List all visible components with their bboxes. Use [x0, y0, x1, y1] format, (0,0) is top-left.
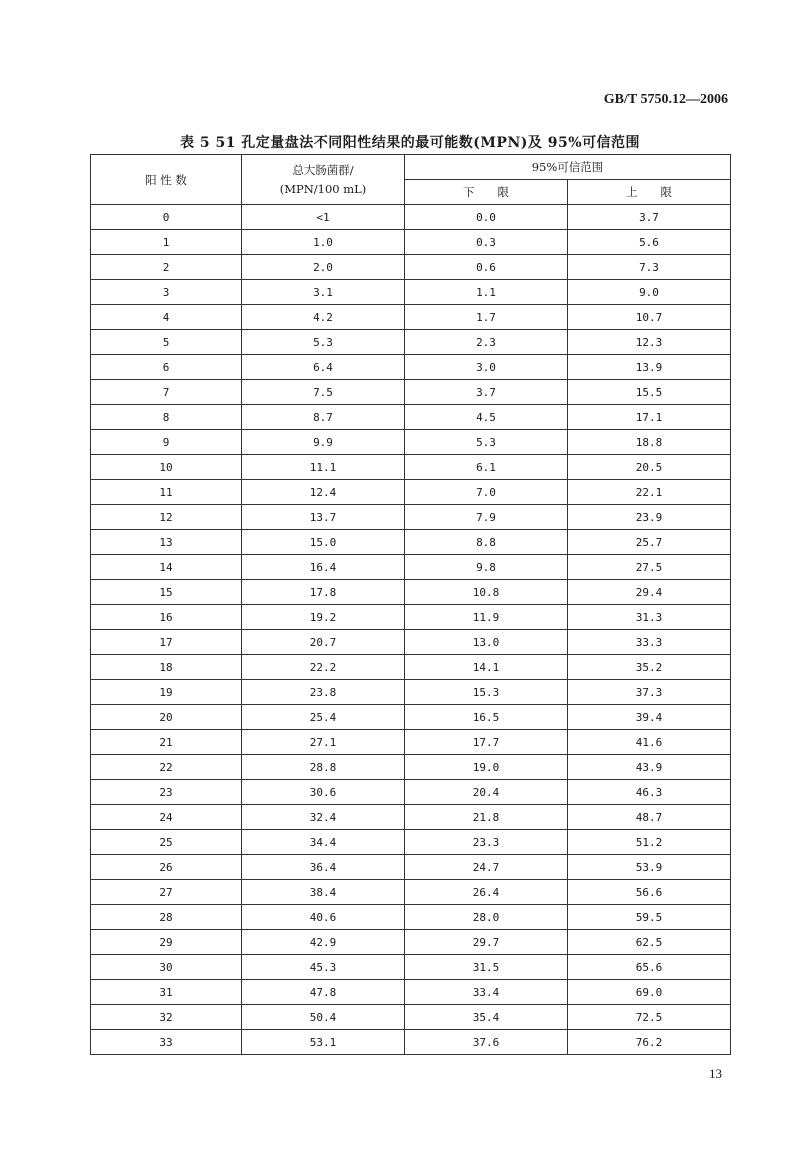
cell-mpn: 1.0 [242, 230, 405, 255]
cell-lower-limit: 23.3 [405, 830, 568, 855]
cell-mpn: 17.8 [242, 580, 405, 605]
header-mpn-line1: 总大肠菌群/ [292, 162, 354, 177]
cell-upper-limit: 37.3 [568, 680, 731, 705]
table-row [91, 905, 731, 930]
cell-upper-limit: 10.7 [568, 305, 731, 330]
table-row [91, 205, 731, 230]
table-row [91, 430, 731, 455]
cell-lower-limit: 19.0 [405, 755, 568, 780]
cell-upper-limit: 13.9 [568, 355, 731, 380]
table-row [91, 355, 731, 380]
cell-mpn: 36.4 [242, 855, 405, 880]
cell-upper-limit: 22.1 [568, 480, 731, 505]
cell-mpn: 50.4 [242, 1005, 405, 1030]
header-positive-count: 阳 性 数 [91, 155, 242, 205]
cell-lower-limit: 14.1 [405, 655, 568, 680]
cell-lower-limit: 35.4 [405, 1005, 568, 1030]
cell-upper-limit: 46.3 [568, 780, 731, 805]
cell-positive-count: 9 [91, 430, 242, 455]
cell-positive-count: 7 [91, 380, 242, 405]
cell-upper-limit: 48.7 [568, 805, 731, 830]
cell-positive-count: 21 [91, 730, 242, 755]
table-row [91, 630, 731, 655]
cell-upper-limit: 29.4 [568, 580, 731, 605]
cell-lower-limit: 9.8 [405, 555, 568, 580]
cell-lower-limit: 21.8 [405, 805, 568, 830]
table-row [91, 980, 731, 1005]
cell-lower-limit: 33.4 [405, 980, 568, 1005]
cell-positive-count: 16 [91, 605, 242, 630]
table-row [91, 755, 731, 780]
table-row [91, 580, 731, 605]
cell-upper-limit: 35.2 [568, 655, 731, 680]
cell-positive-count: 29 [91, 930, 242, 955]
cell-mpn: 27.1 [242, 730, 405, 755]
cell-positive-count: 19 [91, 680, 242, 705]
cell-mpn: 19.2 [242, 605, 405, 630]
cell-upper-limit: 7.3 [568, 255, 731, 280]
cell-positive-count: 33 [91, 1030, 242, 1055]
table-row [91, 805, 731, 830]
cell-positive-count: 32 [91, 1005, 242, 1030]
cell-mpn: 13.7 [242, 505, 405, 530]
header-mpn-line2: (MPN/100 mL) [279, 181, 367, 196]
cell-lower-limit: 26.4 [405, 880, 568, 905]
cell-lower-limit: 8.8 [405, 530, 568, 555]
cell-mpn: 4.2 [242, 305, 405, 330]
cell-positive-count: 25 [91, 830, 242, 855]
cell-lower-limit: 10.8 [405, 580, 568, 605]
header-mpn [242, 155, 405, 205]
cell-lower-limit: 16.5 [405, 705, 568, 730]
table-row [91, 880, 731, 905]
cell-positive-count: 3 [91, 280, 242, 305]
table-row [91, 930, 731, 955]
cell-mpn: 28.8 [242, 755, 405, 780]
cell-mpn: 12.4 [242, 480, 405, 505]
cell-lower-limit: 17.7 [405, 730, 568, 755]
table-row [91, 780, 731, 805]
cell-lower-limit: 7.9 [405, 505, 568, 530]
cell-mpn: 45.3 [242, 955, 405, 980]
cell-upper-limit: 9.0 [568, 280, 731, 305]
table-row [91, 705, 731, 730]
cell-mpn: 2.0 [242, 255, 405, 280]
table-row [91, 555, 731, 580]
cell-upper-limit: 25.7 [568, 530, 731, 555]
table-row [91, 655, 731, 680]
cell-upper-limit: 43.9 [568, 755, 731, 780]
cell-positive-count: 17 [91, 630, 242, 655]
cell-positive-count: 22 [91, 755, 242, 780]
cell-lower-limit: 7.0 [405, 480, 568, 505]
cell-positive-count: 1 [91, 230, 242, 255]
cell-mpn: 9.9 [242, 430, 405, 455]
cell-lower-limit: 13.0 [405, 630, 568, 655]
cell-upper-limit: 12.3 [568, 330, 731, 355]
cell-mpn: 53.1 [242, 1030, 405, 1055]
cell-mpn: 23.8 [242, 680, 405, 705]
cell-lower-limit: 1.7 [405, 305, 568, 330]
cell-mpn: 22.2 [242, 655, 405, 680]
cell-positive-count: 6 [91, 355, 242, 380]
cell-lower-limit: 3.7 [405, 380, 568, 405]
cell-upper-limit: 76.2 [568, 1030, 731, 1055]
header-upper-limit: 上 限 [568, 180, 731, 205]
cell-positive-count: 26 [91, 855, 242, 880]
table-row [91, 680, 731, 705]
cell-lower-limit: 3.0 [405, 355, 568, 380]
cell-positive-count: 24 [91, 805, 242, 830]
cell-lower-limit: 4.5 [405, 405, 568, 430]
table-row [91, 330, 731, 355]
cell-mpn: 34.4 [242, 830, 405, 855]
cell-lower-limit: 28.0 [405, 905, 568, 930]
cell-positive-count: 10 [91, 455, 242, 480]
cell-lower-limit: 37.6 [405, 1030, 568, 1055]
table-row [91, 405, 731, 430]
cell-positive-count: 28 [91, 905, 242, 930]
cell-upper-limit: 59.5 [568, 905, 731, 930]
cell-positive-count: 27 [91, 880, 242, 905]
cell-upper-limit: 51.2 [568, 830, 731, 855]
table-row [91, 955, 731, 980]
cell-mpn: 7.5 [242, 380, 405, 405]
cell-mpn: 3.1 [242, 280, 405, 305]
cell-positive-count: 31 [91, 980, 242, 1005]
cell-mpn: 16.4 [242, 555, 405, 580]
cell-lower-limit: 11.9 [405, 605, 568, 630]
cell-lower-limit: 5.3 [405, 430, 568, 455]
cell-positive-count: 20 [91, 705, 242, 730]
cell-upper-limit: 62.5 [568, 930, 731, 955]
cell-lower-limit: 15.3 [405, 680, 568, 705]
cell-lower-limit: 20.4 [405, 780, 568, 805]
cell-positive-count: 8 [91, 405, 242, 430]
table-row [91, 480, 731, 505]
cell-positive-count: 5 [91, 330, 242, 355]
table-row [91, 730, 731, 755]
cell-upper-limit: 18.8 [568, 430, 731, 455]
cell-upper-limit: 69.0 [568, 980, 731, 1005]
page-number: 13 [709, 1066, 722, 1081]
cell-upper-limit: 27.5 [568, 555, 731, 580]
cell-mpn: 6.4 [242, 355, 405, 380]
header-confidence-range: 95%可信范围 [405, 155, 731, 180]
cell-mpn: 47.8 [242, 980, 405, 1005]
cell-positive-count: 23 [91, 780, 242, 805]
cell-mpn: 20.7 [242, 630, 405, 655]
cell-mpn: 42.9 [242, 930, 405, 955]
cell-positive-count: 14 [91, 555, 242, 580]
cell-lower-limit: 0.3 [405, 230, 568, 255]
cell-positive-count: 13 [91, 530, 242, 555]
cell-mpn: 40.6 [242, 905, 405, 930]
table-row [91, 830, 731, 855]
cell-lower-limit: 0.0 [405, 205, 568, 230]
cell-lower-limit: 0.6 [405, 255, 568, 280]
table-body [91, 205, 731, 1055]
cell-mpn: 5.3 [242, 330, 405, 355]
table-row [91, 280, 731, 305]
cell-lower-limit: 1.1 [405, 280, 568, 305]
cell-positive-count: 30 [91, 955, 242, 980]
table-row [91, 455, 731, 480]
cell-positive-count: 12 [91, 505, 242, 530]
cell-mpn: 30.6 [242, 780, 405, 805]
table-row [91, 255, 731, 280]
cell-upper-limit: 5.6 [568, 230, 731, 255]
cell-positive-count: 4 [91, 305, 242, 330]
cell-lower-limit: 29.7 [405, 930, 568, 955]
cell-mpn: 8.7 [242, 405, 405, 430]
cell-upper-limit: 39.4 [568, 705, 731, 730]
cell-lower-limit: 31.5 [405, 955, 568, 980]
cell-lower-limit: 6.1 [405, 455, 568, 480]
cell-upper-limit: 41.6 [568, 730, 731, 755]
mpn-table [90, 154, 731, 1055]
cell-upper-limit: 33.3 [568, 630, 731, 655]
table-row [91, 1005, 731, 1030]
cell-lower-limit: 24.7 [405, 855, 568, 880]
table-row [91, 1030, 731, 1055]
cell-upper-limit: 15.5 [568, 380, 731, 405]
cell-mpn: 15.0 [242, 530, 405, 555]
table-row [91, 605, 731, 630]
table-row [91, 505, 731, 530]
cell-upper-limit: 65.6 [568, 955, 731, 980]
table-row [91, 855, 731, 880]
cell-upper-limit: 20.5 [568, 455, 731, 480]
cell-lower-limit: 2.3 [405, 330, 568, 355]
standard-code: GB/T 5750.12—2006 [603, 92, 728, 107]
cell-mpn: 11.1 [242, 455, 405, 480]
cell-positive-count: 0 [91, 205, 242, 230]
cell-positive-count: 18 [91, 655, 242, 680]
cell-mpn: 38.4 [242, 880, 405, 905]
cell-upper-limit: 17.1 [568, 405, 731, 430]
cell-mpn: <1 [242, 205, 405, 230]
cell-upper-limit: 3.7 [568, 205, 731, 230]
cell-upper-limit: 31.3 [568, 605, 731, 630]
cell-mpn: 32.4 [242, 805, 405, 830]
cell-mpn: 25.4 [242, 705, 405, 730]
cell-positive-count: 15 [91, 580, 242, 605]
cell-upper-limit: 23.9 [568, 505, 731, 530]
cell-upper-limit: 53.9 [568, 855, 731, 880]
table-title: 表 5 51 孔定量盘法不同阳性结果的最可能数(MPN)及 95%可信范围 [179, 135, 641, 151]
table-row [91, 305, 731, 330]
table-row [91, 530, 731, 555]
header-lower-limit: 下 限 [405, 180, 568, 205]
cell-upper-limit: 72.5 [568, 1005, 731, 1030]
cell-upper-limit: 56.6 [568, 880, 731, 905]
cell-positive-count: 2 [91, 255, 242, 280]
cell-positive-count: 11 [91, 480, 242, 505]
table-row [91, 230, 731, 255]
table-row [91, 380, 731, 405]
